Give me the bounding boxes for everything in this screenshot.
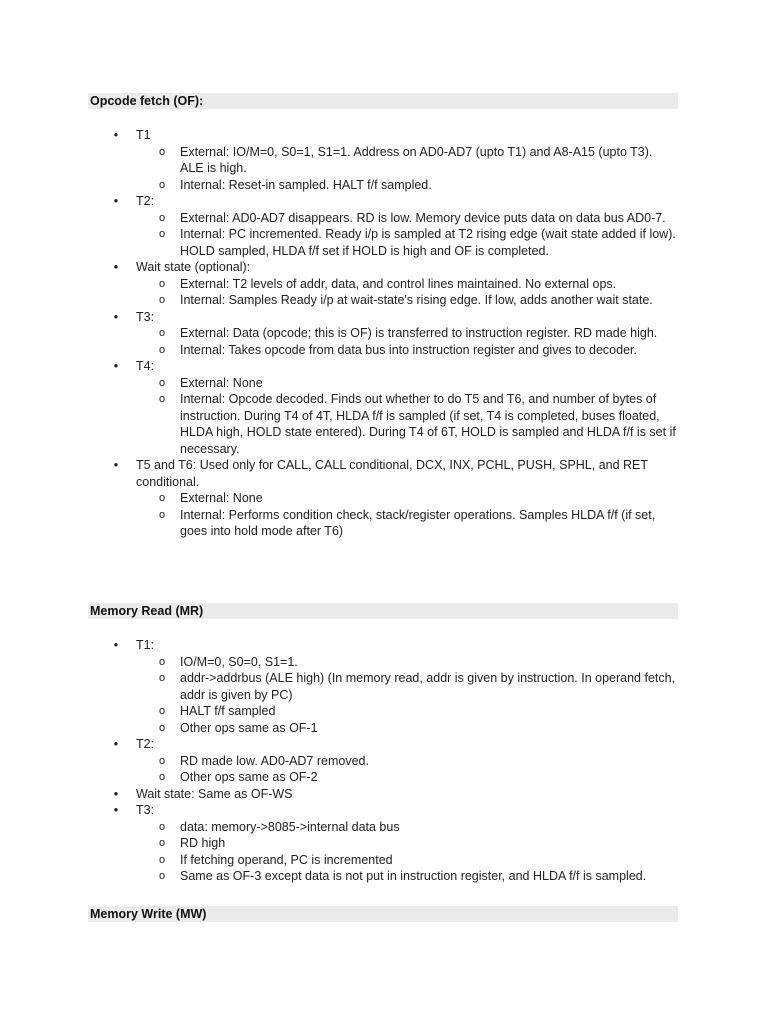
sub-list-item-text: RD made low. AD0-AD7 removed.: [180, 753, 369, 768]
list-item: [112, 358, 678, 457]
list-item: [112, 309, 678, 359]
list-item: [112, 786, 678, 803]
sub-list: [158, 210, 678, 260]
circle-bullet-icon: o: [158, 492, 166, 504]
circle-bullet-icon: o: [158, 508, 166, 521]
sub-list-item: [158, 144, 678, 177]
sub-list-item: [158, 342, 678, 359]
sub-list-item: [158, 276, 678, 293]
sub-list-item-text: External: Data (opcode; this is OF) is transferred to instruction register. RD made high.: [180, 326, 658, 340]
sub-list: [158, 819, 678, 885]
circle-bullet-icon: o: [158, 837, 166, 849]
sub-list-item-text: Internal: Opcode decoded. Finds out whether to do T5 and T6, and number of bytes of instruction. During T4 of 4T, HLDA f/f is sampled (if set, T4 is completed, buses floated, HLDA high, HOLD state entered). During T4 of 6T, HOLD is sampled and HLDA f/f is set if necessary.: [180, 392, 676, 456]
bullet-icon: •: [113, 458, 119, 472]
sub-list-item-text: Other ops same as OF-1: [180, 720, 318, 735]
list-item: [112, 259, 678, 309]
circle-bullet-icon: o: [158, 820, 166, 833]
bullet-icon: •: [113, 803, 119, 817]
sub-list-item-text: External: T2 levels of addr, data, and control lines maintained. No external ops.: [180, 276, 617, 291]
circle-bullet-icon: o: [158, 672, 166, 684]
list-item-label: T2:: [136, 737, 155, 751]
list-item-label: T3:: [136, 309, 155, 324]
sub-list-item-text: Internal: Takes opcode from data bus into instruction register and gives to decoder.: [180, 342, 637, 357]
section-heading-memory-write: Memory Write (MW): [88, 906, 678, 922]
sub-list-item-text: HALT f/f sampled: [180, 704, 276, 718]
circle-bullet-icon: o: [158, 771, 166, 783]
list-item: [112, 637, 678, 736]
circle-bullet-icon: o: [158, 853, 166, 866]
sub-list: [158, 375, 678, 458]
bullet-icon: •: [113, 786, 119, 801]
bullet-icon: •: [113, 737, 119, 751]
circle-bullet-icon: o: [158, 294, 166, 306]
sub-list-item: [158, 226, 678, 259]
sub-list-item: [158, 868, 678, 885]
sub-list-item-text: RD high: [180, 836, 226, 850]
sub-list-item: [158, 490, 678, 507]
list-item-label: T4:: [136, 359, 155, 373]
memory-read-list: [112, 637, 678, 885]
list-item-label: Wait state: Same as OF-WS: [136, 786, 293, 801]
bullet-icon: •: [113, 260, 119, 274]
circle-bullet-icon: o: [158, 327, 166, 339]
circle-bullet-icon: o: [158, 721, 166, 734]
sub-list-item-text: Internal: Reset-in sampled. HALT f/f sampled.: [180, 177, 432, 192]
list-item: [112, 802, 678, 885]
sub-list: [158, 276, 678, 309]
list-item-label: T2:: [136, 194, 155, 208]
sub-list-item-text: IO/M=0, S0=0, S1=1.: [180, 654, 298, 669]
sub-list-item-text: External: None: [180, 375, 263, 390]
sub-list-item: [158, 769, 678, 786]
sub-list-item: [158, 325, 678, 342]
sub-list-item: [158, 177, 678, 194]
sub-list-item-text: Internal: Performs condition check, stack/register operations. Samples HLDA f/f (if set, goes into hold mode after T6): [180, 507, 656, 538]
list-item: [112, 457, 678, 540]
sub-list-item-text: Internal: Samples Ready i/p at wait-state's rising edge. If low, adds another wait state.: [180, 293, 653, 307]
list-item-label: T5 and T6: Used only for CALL, CALL conditional, DCX, INX, PCHL, PUSH, SPHL, and RET conditional.: [136, 458, 648, 489]
list-item-label: T1: [136, 128, 151, 142]
sub-list-item: [158, 507, 678, 540]
sub-list-item-text: Same as OF-3 except data is not put in instruction register, and HLDA f/f is sampled.: [180, 869, 647, 883]
list-item: [112, 736, 678, 786]
list-item-label: T1:: [136, 638, 155, 652]
circle-bullet-icon: o: [158, 145, 166, 158]
bullet-icon: •: [113, 638, 119, 652]
sub-list-item: [158, 819, 678, 836]
bullet-icon: •: [113, 309, 119, 324]
circle-bullet-icon: o: [158, 393, 166, 405]
circle-bullet-icon: o: [158, 754, 166, 767]
sub-list-item: [158, 292, 678, 309]
sub-list-item: [158, 835, 678, 852]
circle-bullet-icon: o: [158, 211, 166, 224]
list-item-label: Wait state (optional):: [136, 260, 251, 274]
circle-bullet-icon: o: [158, 705, 166, 717]
opcode-fetch-list: [112, 127, 678, 540]
circle-bullet-icon: o: [158, 277, 166, 290]
bullet-icon: •: [113, 194, 119, 208]
sub-list: [158, 753, 678, 786]
sub-list-item: [158, 210, 678, 227]
sub-list-item: [158, 654, 678, 671]
circle-bullet-icon: o: [158, 655, 166, 668]
sub-list: [158, 654, 678, 737]
list-item: [112, 127, 678, 193]
circle-bullet-icon: o: [158, 870, 166, 882]
sub-list-item-text: addr->addrbus (ALE high) (In memory read, addr is given by instruction. In operand fetch, addr is given by PC): [180, 671, 676, 702]
bullet-icon: •: [113, 359, 119, 373]
sub-list-item-text: Internal: PC incremented. Ready i/p is sampled at T2 rising edge (wait state added if low). HOLD sampled, HLDA f/f set if HOLD is high and OF is completed.: [180, 227, 676, 258]
sub-list-item-text: External: AD0-AD7 disappears. RD is low. Memory device puts data on data bus AD0-7.: [180, 210, 666, 225]
section-heading-memory-read: Memory Read (MR): [88, 603, 678, 619]
circle-bullet-icon: o: [158, 343, 166, 356]
sub-list-item: [158, 753, 678, 770]
list-item-label: T3:: [136, 803, 155, 817]
sub-list-item: [158, 391, 678, 457]
sub-list-item-text: data: memory->8085->internal data bus: [180, 819, 400, 834]
sub-list-item: [158, 720, 678, 737]
sub-list: [158, 325, 678, 358]
sub-list-item-text: Other ops same as OF-2: [180, 770, 318, 784]
sub-list: [158, 490, 678, 540]
list-item: [112, 193, 678, 259]
circle-bullet-icon: o: [158, 228, 166, 240]
bullet-icon: •: [113, 128, 119, 142]
sub-list-item-text: If fetching operand, PC is incremented: [180, 852, 393, 867]
sub-list-item: [158, 670, 678, 703]
sub-list-item: [158, 375, 678, 392]
circle-bullet-icon: o: [158, 376, 166, 389]
sub-list-item: [158, 703, 678, 720]
circle-bullet-icon: o: [158, 178, 166, 191]
sub-list: [158, 144, 678, 194]
sub-list-item-text: External: IO/M=0, S0=1, S1=1. Address on AD0-AD7 (upto T1) and A8-A15 (upto T3). ALE is high.: [180, 144, 653, 175]
sub-list-item-text: External: None: [180, 491, 263, 505]
section-heading-opcode-fetch: Opcode fetch (OF):: [88, 93, 678, 109]
sub-list-item: [158, 852, 678, 869]
